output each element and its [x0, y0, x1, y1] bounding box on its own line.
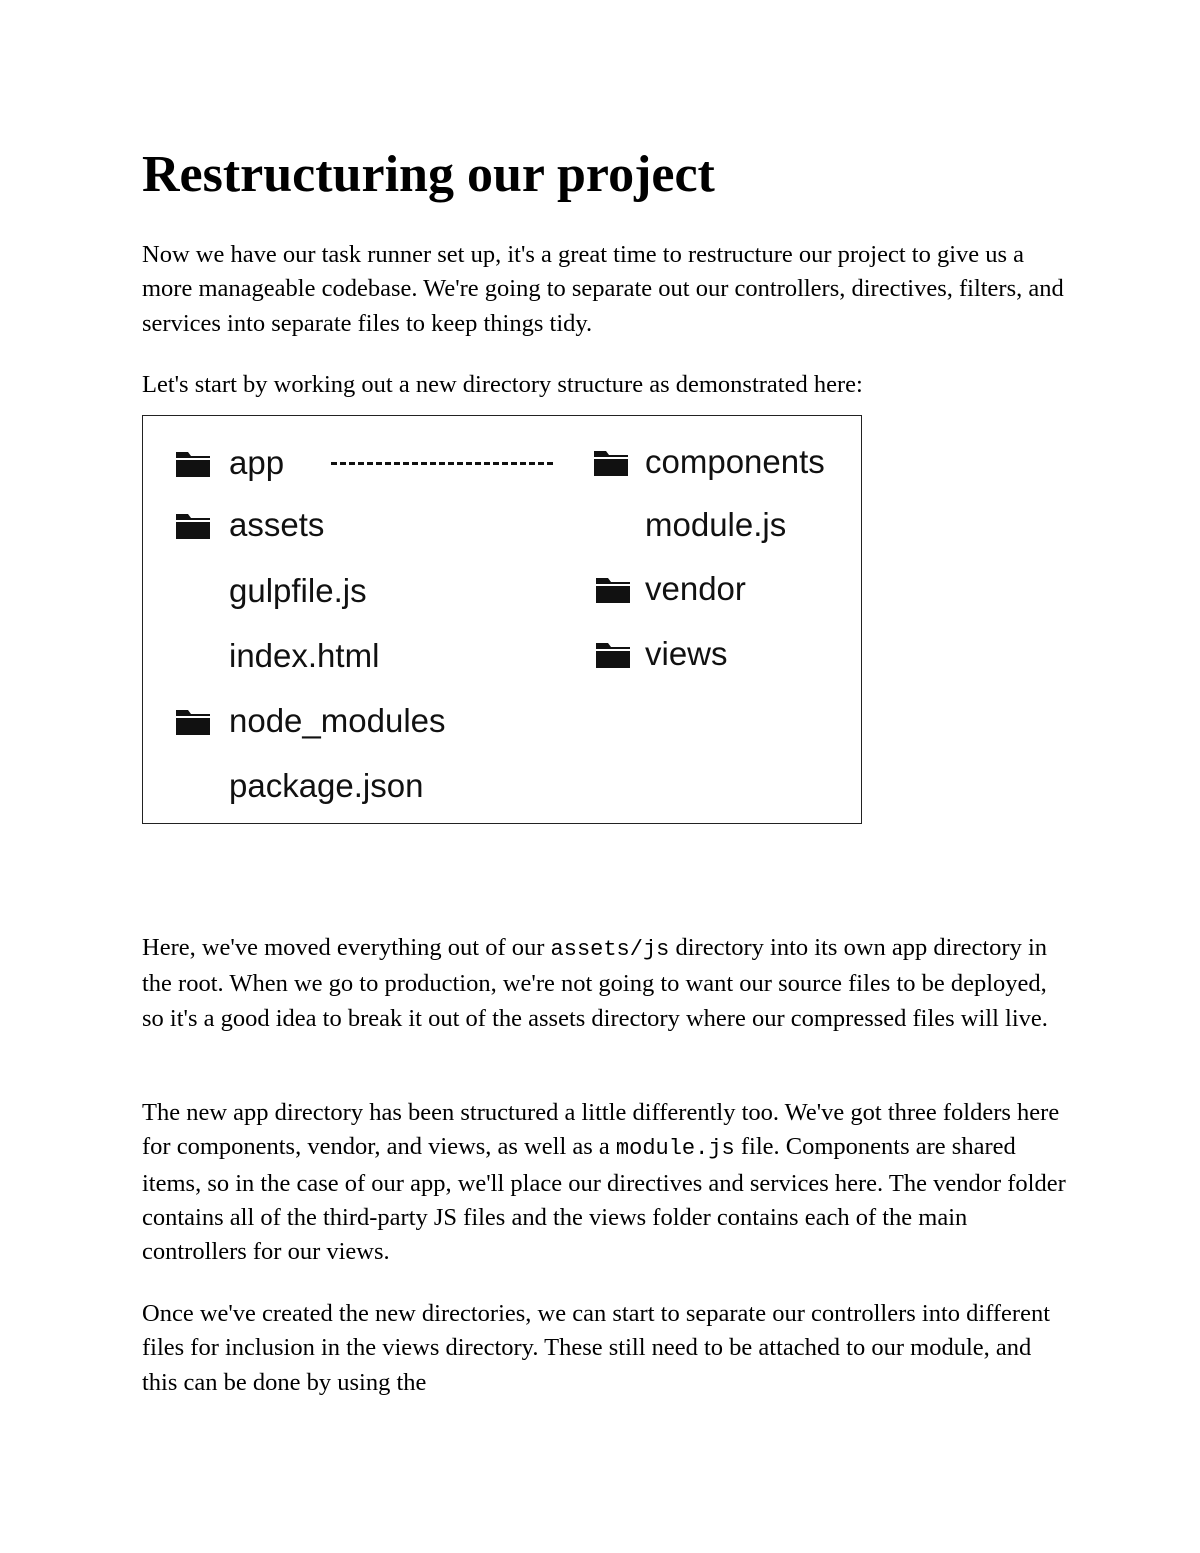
- entry-vendor: vendor: [645, 570, 746, 607]
- entry-index-html: index.html: [229, 637, 380, 674]
- body-paragraph-1: [142, 931, 1072, 1036]
- folder-icon: [593, 447, 629, 477]
- entry-gulpfile: gulpfile.js: [229, 572, 367, 609]
- page-title: Restructuring our project: [142, 146, 715, 203]
- body-paragraph-2: [142, 1096, 1072, 1269]
- entry-assets: assets: [229, 506, 325, 543]
- folder-icon: [175, 510, 211, 540]
- folder-icon: [595, 574, 631, 604]
- entry-node-modules: node_modules: [229, 702, 446, 739]
- directory-structure-figure: [142, 415, 862, 824]
- entry-views: views: [645, 635, 728, 672]
- text-run: The new app directory has been structured a little differently too. We've got three folders here for components, vendor, and views, as well as a: [142, 1099, 1060, 1161]
- text-run: Here, we've moved everything out of our: [142, 934, 551, 961]
- folder-icon: [595, 639, 631, 669]
- body-paragraph-3: Once we've created the new directories, we can start to separate our controllers into different files for inclusion in the views directory. These still need to be attached to our module, and this can be done by using the: [142, 1300, 1051, 1396]
- entry-package-json: package.json: [229, 767, 424, 804]
- folder-icon: [175, 706, 211, 736]
- entry-app: app: [229, 444, 285, 481]
- intro-paragraph: Now we have our task runner set up, it's a great time to restructure our project to give us a more manageable codebase. We're going to separate out our controllers, directives, filters, and services into separate files to keep things tidy.: [142, 241, 1064, 337]
- folder-icon: [175, 448, 211, 478]
- inline-code: assets/js: [550, 937, 670, 962]
- text-run: file. Components are shared items, so in the case of our app, we'll place our directives and services here. The vendor folder contains all of the third-party JS files and the views folder contains each of the main controllers for our views.: [142, 1133, 1066, 1266]
- entry-module-js: module.js: [645, 506, 787, 543]
- inline-code: module.js: [615, 1136, 735, 1162]
- entry-components: components: [645, 443, 825, 480]
- structure-intro-paragraph: Let's start by working out a new directory structure as demonstrated here:: [142, 371, 863, 398]
- dashed-connector: [331, 462, 553, 465]
- text-run: directory into its own app directory in the root. When we go to production, we're not going to want our source files to be deployed, so it's a good idea to break it out of the assets directory where our compressed files will live.: [142, 934, 1048, 1032]
